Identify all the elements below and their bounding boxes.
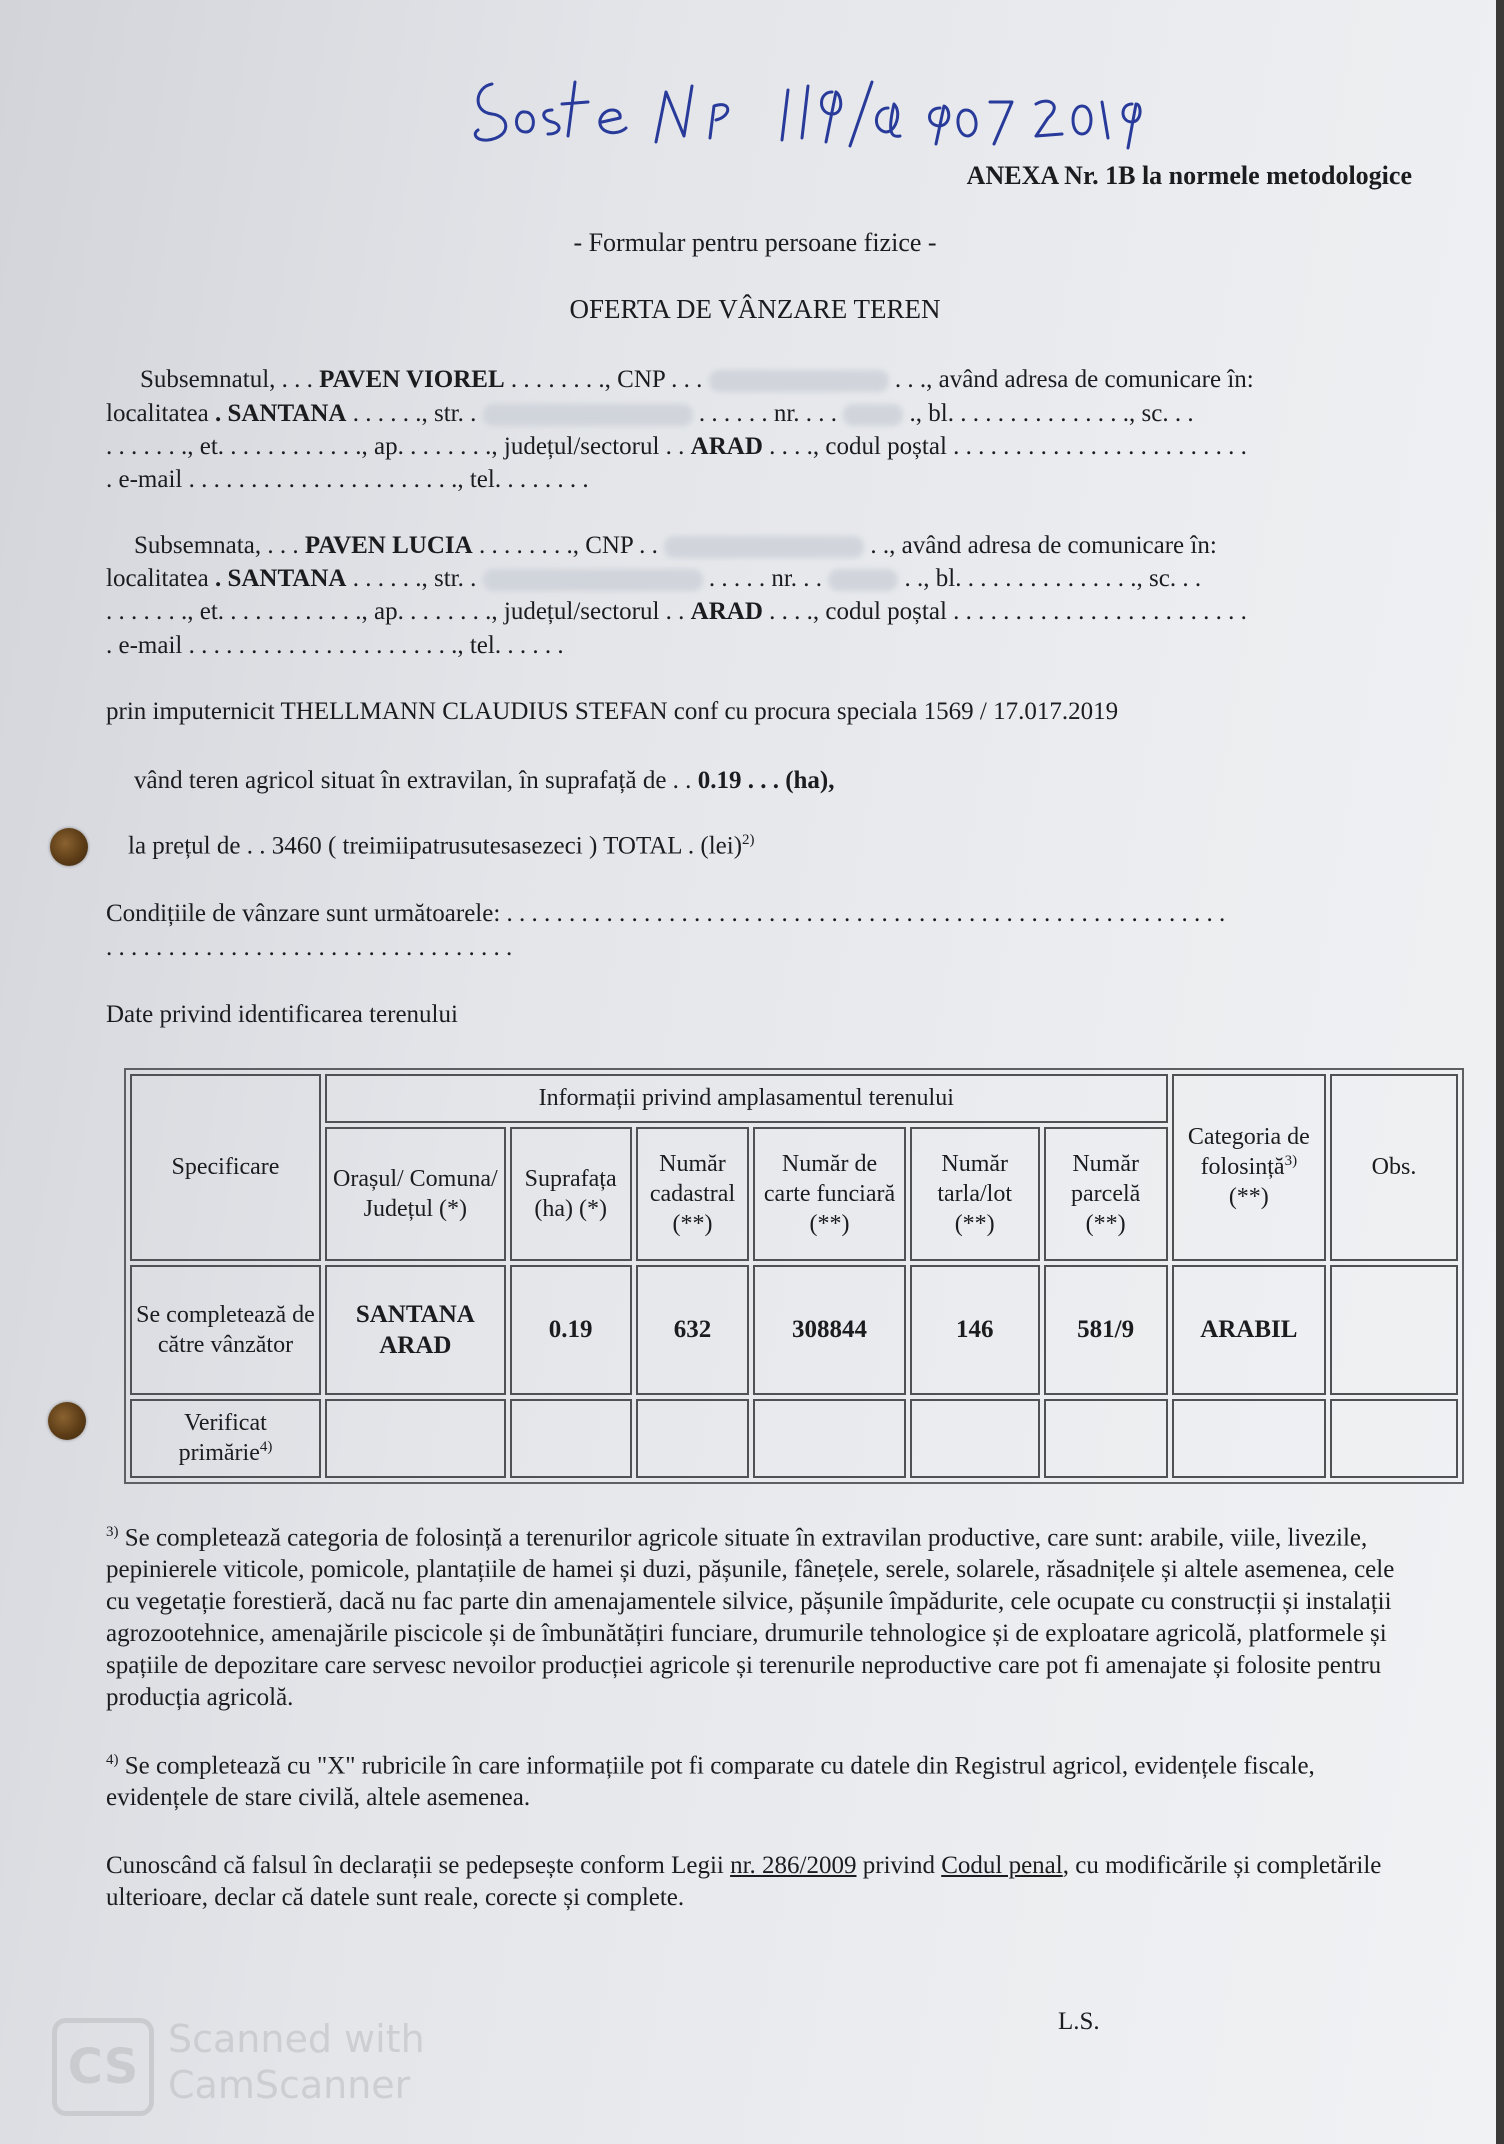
camscanner-watermark: Scanned with CamScanner xyxy=(168,2017,425,2107)
row-label-vanzator: Se completează de către vânzător xyxy=(130,1265,321,1395)
cell-empty xyxy=(753,1399,905,1478)
land-table xyxy=(124,1068,1464,1484)
seller1-line3: . . . . . . ., et. . . . . . . . . . . ., ap. . . . . . . ., județul/sectorul . . ARAD . . . ., codul poștal . . . . . . . . . . . . . . . . . . . . . . . . xyxy=(106,433,1247,460)
cell-carte: 308844 xyxy=(753,1265,905,1395)
document-title: OFERTA DE VÂNZARE TEREN xyxy=(569,294,941,324)
header-cadastral: Număr cadastral (**) xyxy=(636,1127,750,1261)
seller2-name: PAVEN LUCIA xyxy=(304,532,473,559)
seller1-line1: Subsemnatul, . . . PAVEN VIOREL . . . . . . . ., CNP . . . . . ., având adresa de comunicare în: xyxy=(140,366,1254,393)
footnote-4: $^{4)}$ Se completează cu "X" rubricile în care informațiile pot fi comparate cu datele din Registrul agricol, evidențele fiscale, evidențele de stare civilă, altele asemenea. xyxy=(106,1752,1315,1812)
seller2-line2: localitatea . SANTANA . . . . . ., str. . . . . . . nr. . . . ., bl. . . . . . . . . . . . . . ., sc. . . xyxy=(106,565,1202,592)
seller2-line1: Subsemnata, . . . PAVEN LUCIA . . . . . . . ., CNP . . . ., având adresa de comunicare în: xyxy=(134,532,1217,559)
cell-parcela: 581/9 xyxy=(1044,1265,1168,1395)
header-informatii: Informații privind amplasamentul terenului xyxy=(325,1074,1168,1123)
cell-empty xyxy=(1330,1399,1458,1478)
redacted-number xyxy=(843,404,903,426)
header-carte: Număr de carte funciară (**) xyxy=(753,1127,905,1261)
conditions-line: Condițiile de vânzare sunt următoarele: . . . . . . . . . . . . . . . . . . . . . . . . . . . . . . . . . . . . . . . . . . . . . . . . . . . . . . . . . . xyxy=(106,900,1226,927)
header-tarla: Număr tarla/lot (**) xyxy=(910,1127,1040,1261)
form-subtitle: - Formular pentru persoane fizice - xyxy=(573,228,937,257)
header-suprafata: Suprafața (ha) (*) xyxy=(510,1127,632,1261)
table-row xyxy=(130,1265,1458,1395)
camscanner-logo-icon: CS xyxy=(52,2018,154,2116)
proxy-line: prin imputernicit THELLMANN CLAUDIUS STEFAN conf cu procura speciala 1569 / 17.017.2019 xyxy=(106,698,1119,725)
price-line: la prețul de . . 3460 ( treimiipatrusutesasezeci ) TOTAL . (lei)$^{2)}$ xyxy=(128,832,755,860)
seller1-name: PAVEN VIOREL xyxy=(319,366,505,393)
cell-tarla: 146 xyxy=(910,1265,1040,1395)
redacted-cnp xyxy=(664,536,864,558)
handwritten-note xyxy=(470,52,1170,152)
footnote-3: $^{3)}$ Se completează categoria de folosință a terenurilor agricole situate în extravilan productive, care sunt: arabile, viile, livezile, pepinierele viticole, pomicole, plantațiile de hamei și duzi, pășunile, fânețele, serele, solarele, răsadnițele și altele asemenea, cele cu vegetație forestieră, dacă nu fac parte din amenajamentele silvice, pășunile împădurite, cele ocupate cu construcții și instalații agrozootehnice, amenajările piscicole și de îmbunătățiri funciare, drumurile tehnologice și de exploatare agricolă, platformele și spațiile de depozitare care servesc nevoilor producției agricole și terenurile neproductive care pot fi amenajate și folosite pentru producția agricolă. xyxy=(106,1524,1395,1712)
redacted-street xyxy=(483,569,703,591)
header-parcela: Număr parcelă (**) xyxy=(1044,1127,1168,1261)
seller1-line4: . e-mail . . . . . . . . . . . . . . . . . . . . . ., tel. . . . . . . . xyxy=(106,466,589,493)
redacted-number xyxy=(828,569,898,591)
cell-cadastral: 632 xyxy=(636,1265,750,1395)
cell-suprafata: 0.19 xyxy=(510,1265,632,1395)
cell-empty xyxy=(1044,1399,1168,1478)
seller2-line4: . e-mail . . . . . . . . . . . . . . . . . . . . . ., tel. . . . . . xyxy=(106,632,564,659)
header-oras: Orașul/ Comuna/ Județul (*) xyxy=(325,1127,506,1261)
cell-categoria: ARABIL xyxy=(1172,1265,1326,1395)
penal-code-link[interactable]: Codul penal xyxy=(941,1852,1063,1879)
row-label-primarie: Verificat primărie$^{4)}$ xyxy=(130,1399,321,1478)
annex-label: ANEXA Nr. 1B la normele metodologice xyxy=(966,161,1412,190)
cell-oras: SANTANA ARAD xyxy=(325,1265,506,1395)
redacted-cnp xyxy=(709,370,889,392)
redacted-street xyxy=(483,404,693,426)
cell-empty xyxy=(325,1399,506,1478)
seller1-line2: localitatea . SANTANA . . . . . ., str. . . . . . . . nr. . . . ., bl. . . . . . . . . . . . . . ., sc. . . xyxy=(106,400,1194,427)
seal-label: L.S. xyxy=(1058,2008,1100,2035)
cell-empty xyxy=(1172,1399,1326,1478)
table-row xyxy=(130,1399,1458,1478)
punch-hole xyxy=(48,1402,86,1440)
seller2-line3: . . . . . . ., et. . . . . . . . . . . ., ap. . . . . . . ., județul/sectorul . . ARAD . . . ., codul poștal . . . . . . . . . . . . . . . . . . . . . . . . xyxy=(106,598,1247,625)
law-link[interactable]: nr. 286/2009 xyxy=(730,1852,857,1879)
cell-empty xyxy=(510,1399,632,1478)
cell-obs xyxy=(1330,1265,1458,1395)
cell-empty xyxy=(636,1399,750,1478)
land-data-label: Date privind identificarea terenului xyxy=(106,1001,458,1028)
area-line: vând teren agricol situat în extravilan, în suprafață de . . 0.19 . . . (ha), xyxy=(134,767,835,794)
header-categoria: Categoria de folosință$^{3)}$ (**) xyxy=(1172,1074,1326,1261)
punch-hole xyxy=(50,828,88,866)
cell-empty xyxy=(910,1399,1040,1478)
header-specificare: Specificare xyxy=(130,1074,321,1261)
conditions-line2: . . . . . . . . . . . . . . . . . . . . . . . . . . . . . . . . . xyxy=(106,934,513,961)
header-obs: Obs. xyxy=(1330,1074,1458,1261)
declaration: Cunoscând că falsul în declarații se pedepsește conform Legii nr. 286/2009 privind Codul penal, cu modificările și completările ulterioare, declar că datele sunt reale, corecte și complete. xyxy=(106,1852,1382,1911)
